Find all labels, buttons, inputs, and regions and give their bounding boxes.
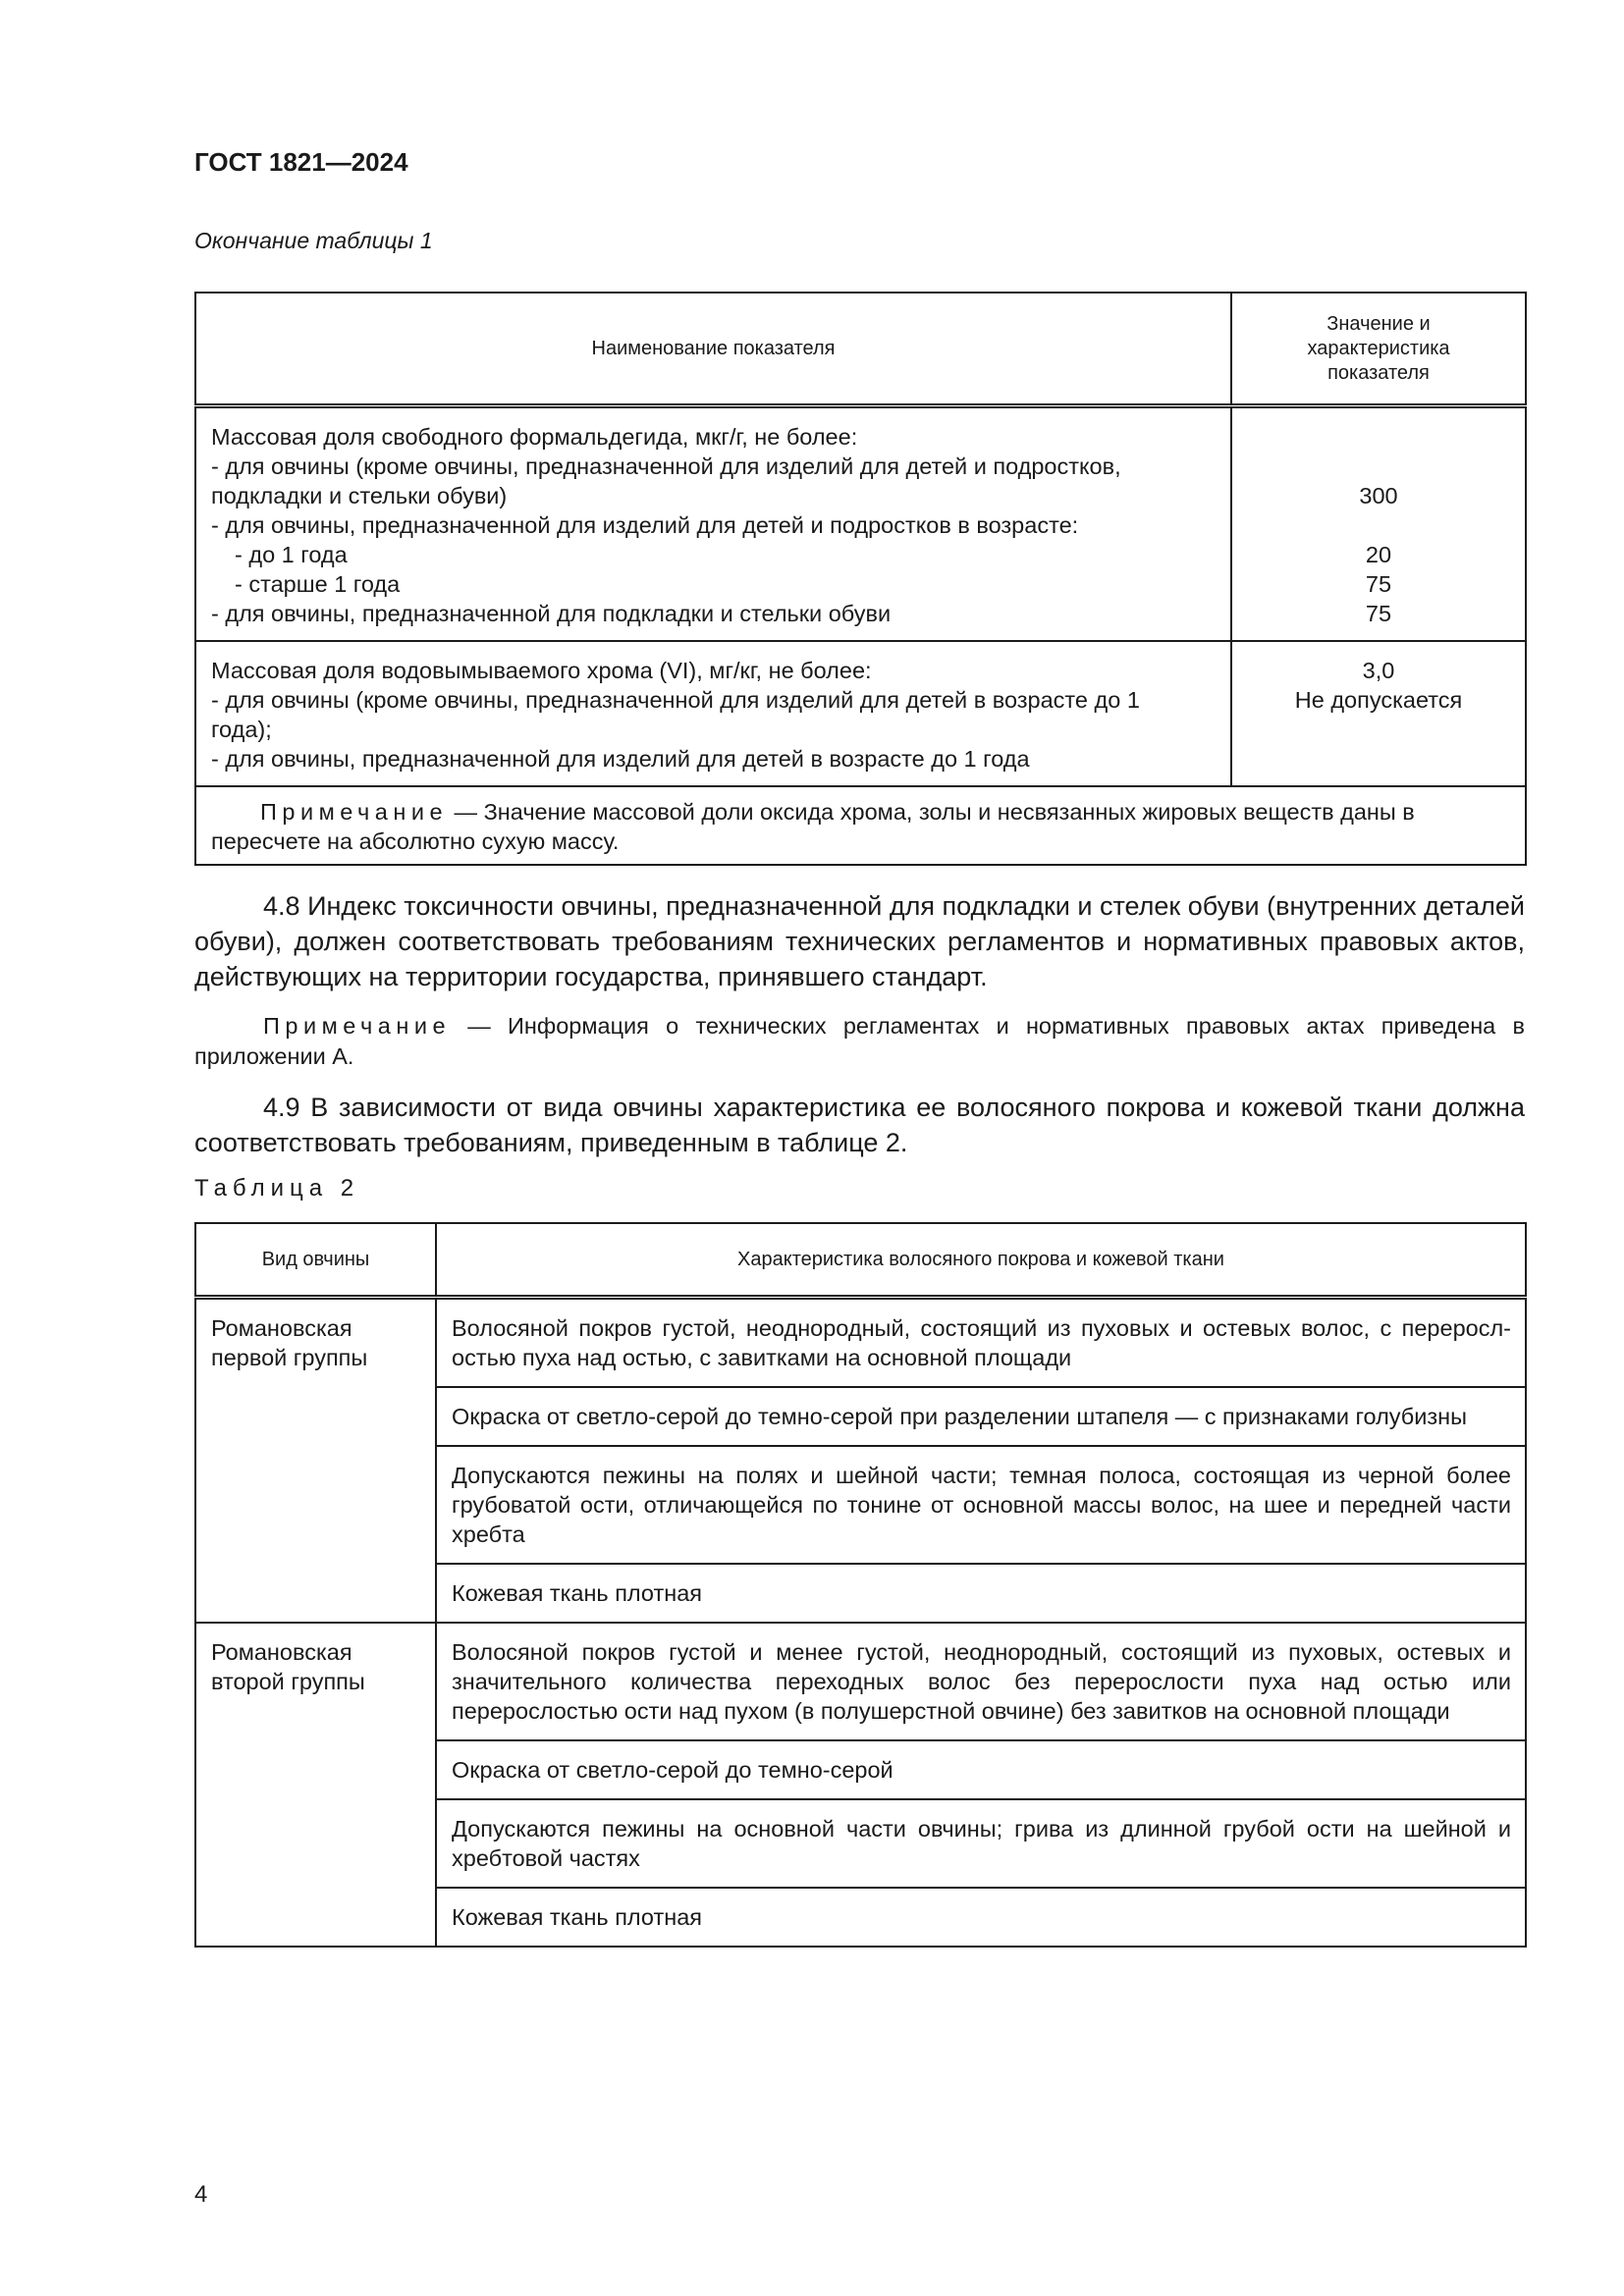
table2-characteristic: Допускаются пежины на основной части овчины; грива из длинной грубой ости на шейной и хребтовой частях	[436, 1799, 1526, 1888]
table-1	[194, 292, 1527, 866]
note-4-8-label: Примечание	[263, 1013, 452, 1039]
table2-characteristic: Допускаются пежины на полях и шейной части; темная полоса, состоящая из черной более грубоватой ости, отличающейся по тонине от основной массы волос, на шее и передней части хребта	[436, 1446, 1526, 1564]
table1-note	[195, 786, 1526, 865]
page-number: 4	[194, 2181, 208, 2208]
table1-formaldehyde-values: 300 20 75 75	[1231, 406, 1526, 642]
table1-header-row	[195, 293, 1526, 406]
note-4-8	[194, 1011, 1525, 1072]
table2-col-characteristic-header: Характеристика волосяного покрова и кожевой ткани	[436, 1223, 1526, 1298]
table-2	[194, 1222, 1527, 1948]
table2-group-name: Романовская первой группы	[195, 1298, 436, 1624]
table2-characteristic: Окраска от светло-серой до темно-серой	[436, 1740, 1526, 1799]
paragraph-4-8-text: Индекс токсичности овчины, предназначенной для подкладки и стелек обуви (внутренних деталей обуви), должен соответствовать требованиям технических регламентов и нормативных правовых актов, действующих на территории государства, принявшего стандарт.	[194, 891, 1525, 991]
table2-row	[195, 1298, 1526, 1388]
table2-characteristic: Окраска от светло-серой до темно-серой при разделении штапеля — с признаками голубизны	[436, 1387, 1526, 1446]
table1-formaldehyde-indicator: Массовая доля свободного формальдегида, мкг/г, не более: - для овчины (кроме овчины, предназначенной для изделий для детей и подростков, подкладки и стельки обуви) - для овчины, предназначенной для изделий для детей и подростков в возрасте: - до 1 года - старше 1 года - для овчины, предназначенной для подкладки и стельки обуви	[195, 406, 1231, 642]
table1-col-indicator-header: Наименование показателя	[195, 293, 1231, 406]
table1-note-row	[195, 786, 1526, 865]
table2-characteristic: Волосяной покров густой, неоднородный, состоящий из пуховых и остевых волос, с перерослостью пуха над остью, с завитками на основной площади	[436, 1298, 1526, 1388]
paragraph-4-9-text: В зависимости от вида овчины характеристика ее волосяного покрова и кожевой ткани должна соответствовать требованиям, приведенным в таблице 2.	[194, 1093, 1525, 1157]
table1-col-value-header: Значение и характеристика показателя	[1231, 293, 1526, 406]
paragraph-4-8-number: 4.8	[263, 891, 300, 921]
paragraph-4-9-number: 4.9	[263, 1093, 300, 1122]
table1-continuation-caption: Окончание таблицы 1	[194, 228, 433, 253]
paragraph-4-9	[194, 1090, 1525, 1160]
table1-chromium-values: 3,0 Не допускается	[1231, 641, 1526, 786]
table2-characteristic: Кожевая ткань плотная	[436, 1888, 1526, 1947]
table1-note-text: — Значение массовой доли оксида хрома, золы и несвязанных жировых веществ даны в пересчете на абсолютно сухую массу.	[211, 799, 1415, 854]
table2-characteristic: Волосяной покров густой и менее густой, неоднородный, состоящий из пуховых, остевых и значительного количества переходных волос без перерослости пуха над остью или перерослостью ости над пухом (в полушерстной овчине) без завитков на основной площади	[436, 1623, 1526, 1740]
note-4-8-text: — Информация о технических регламентах и нормативных правовых актах приведена в приложении А.	[194, 1013, 1525, 1069]
table1-row-chromium	[195, 641, 1526, 786]
table2-header-row	[195, 1223, 1526, 1298]
table1-note-label: Примечание	[260, 799, 449, 825]
table1-row-formaldehyde	[195, 406, 1526, 642]
table2-col-type-header: Вид овчины	[195, 1223, 436, 1298]
paragraph-4-8	[194, 888, 1525, 994]
table2-group-name: Романовская второй группы	[195, 1623, 436, 1947]
table2-label: Таблица 2	[194, 1175, 360, 1201]
document-code: ГОСТ 1821—2024	[194, 147, 408, 177]
table1-chromium-indicator: Массовая доля водовымываемого хрома (VI), мг/кг, не более: - для овчины (кроме овчины, предназначенной для изделий для детей в возрасте до 1 года); - для овчины, предназначенной для изделий для детей в возрасте до 1 года	[195, 641, 1231, 786]
table2-characteristic: Кожевая ткань плотная	[436, 1564, 1526, 1623]
table2-row	[195, 1623, 1526, 1740]
